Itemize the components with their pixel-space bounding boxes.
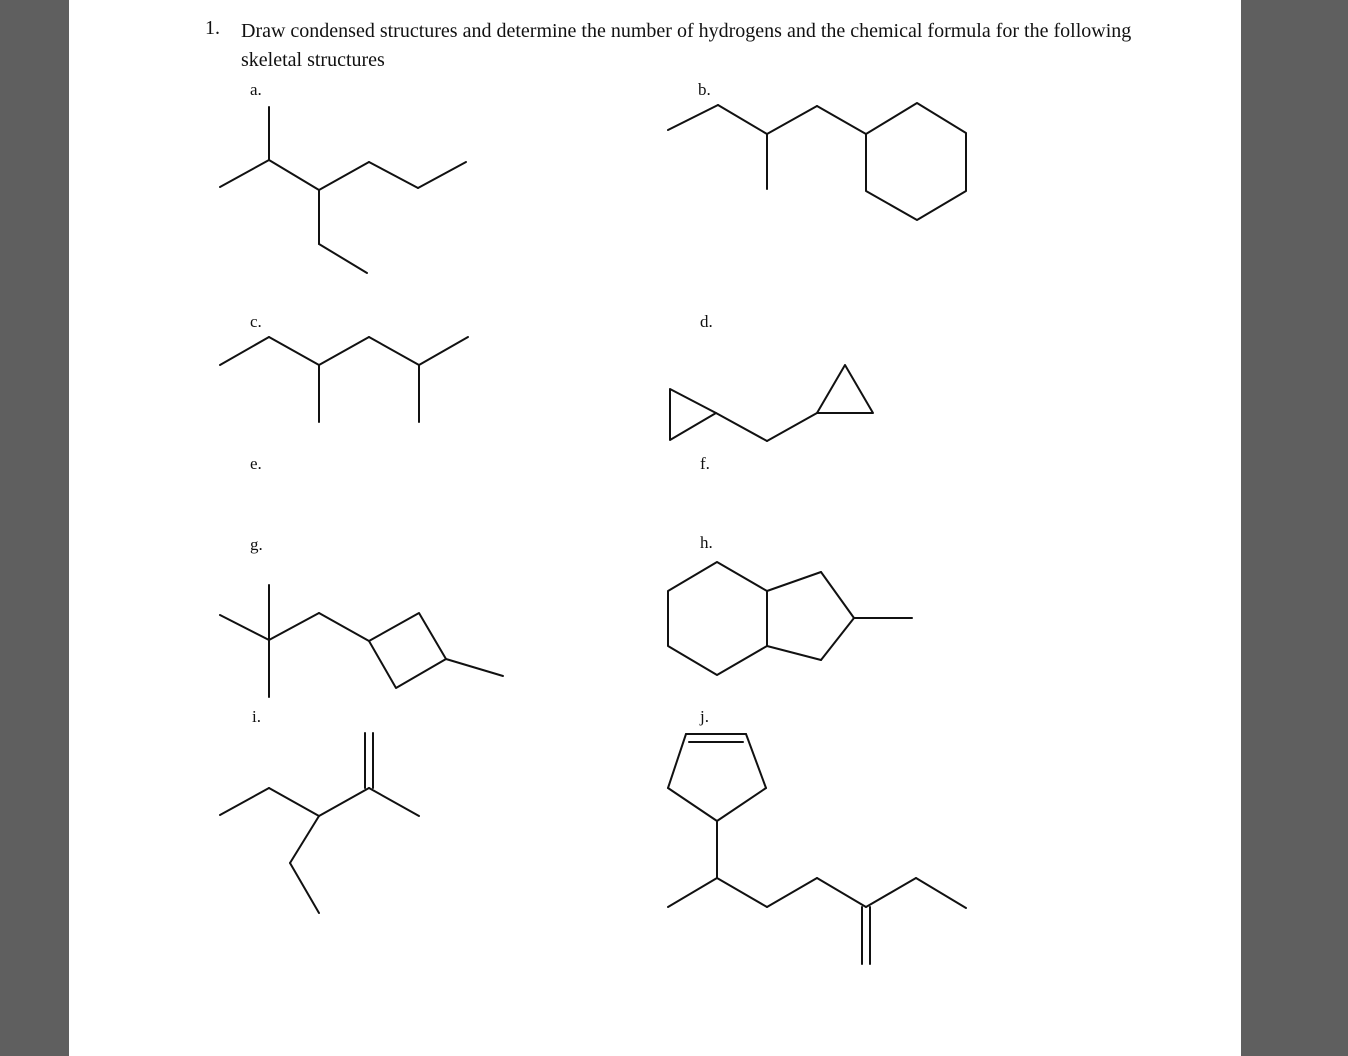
label-d: d. — [700, 312, 713, 331]
structure-j — [668, 734, 966, 964]
label-a: a. — [250, 80, 262, 99]
structure-d — [670, 365, 873, 441]
structure-h — [668, 562, 912, 675]
label-h: h. — [700, 533, 713, 552]
question-text: Draw condensed structures and determine the number of hydrogens and the chemical formula for the following skeletal structures — [241, 20, 1132, 71]
label-f: f. — [700, 454, 710, 473]
structure-a — [220, 107, 466, 273]
label-c: c. — [250, 312, 262, 331]
label-e: e. — [250, 454, 262, 473]
label-b: b. — [698, 80, 711, 99]
question-number: 1. — [205, 17, 220, 39]
label-g: g. — [250, 535, 263, 554]
structure-b — [668, 103, 966, 220]
label-i: i. — [252, 707, 261, 726]
structure-i — [220, 733, 419, 913]
label-j: j. — [700, 707, 709, 726]
structure-g — [220, 585, 503, 697]
structure-c — [220, 337, 468, 422]
